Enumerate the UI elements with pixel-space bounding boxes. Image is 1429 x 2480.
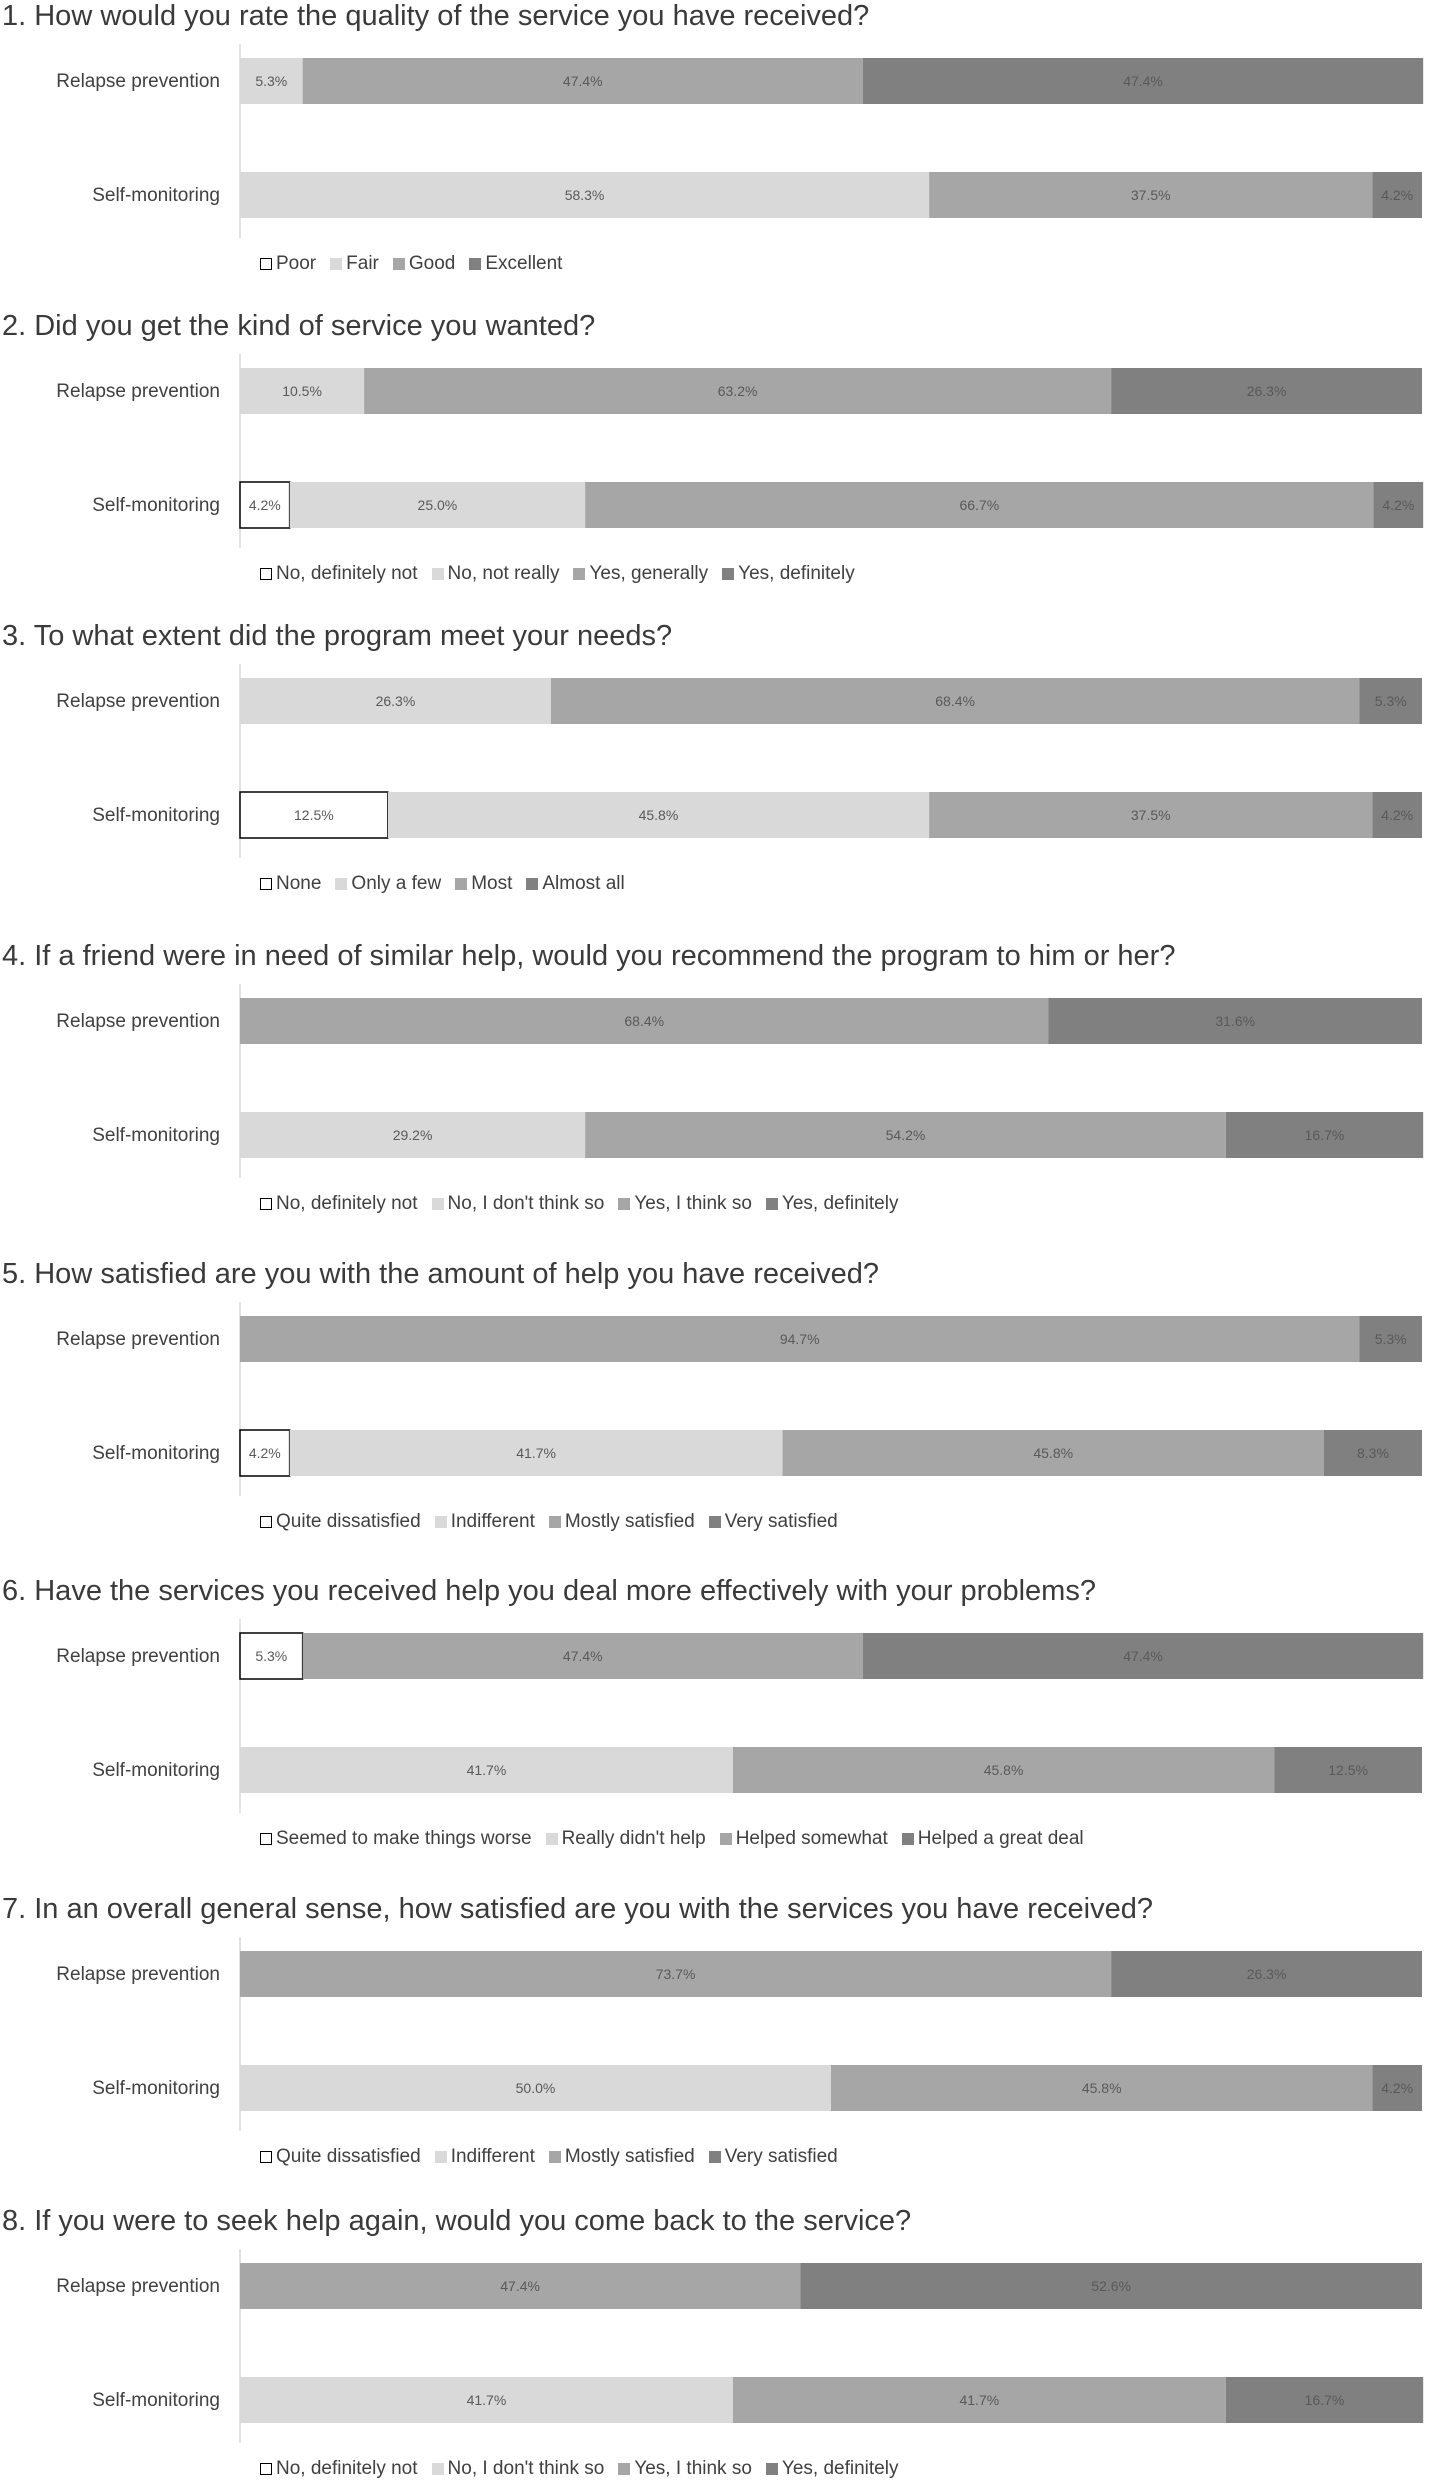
legend-item <box>709 2146 838 2168</box>
legend-label: Only a few <box>351 873 442 894</box>
legend-label: Almost all <box>542 873 625 894</box>
legend-swatch <box>722 568 734 580</box>
data-label: 29.2% <box>392 1127 433 1143</box>
legend-swatch <box>766 1198 778 1210</box>
chart-panel-2 <box>0 310 1429 585</box>
data-label: 5.3% <box>255 73 288 89</box>
legend-swatch <box>432 2463 444 2475</box>
chart-panel-1 <box>0 0 1429 275</box>
legend-item <box>549 2146 695 2168</box>
legend-item <box>432 2458 605 2480</box>
legend <box>260 563 855 585</box>
legend-swatch <box>260 1516 272 1528</box>
legend-item <box>335 873 441 895</box>
legend-swatch <box>335 878 347 890</box>
legend-item <box>435 2146 535 2168</box>
question-title: 4. If a friend were in need of similar help, would you recommend the program to him or her? <box>2 940 1176 972</box>
data-label: 4.2% <box>1381 807 1414 823</box>
legend-label: Indifferent <box>450 1511 535 1532</box>
data-label: 26.3% <box>1246 1966 1287 1982</box>
data-label: 52.6% <box>1091 2278 1131 2294</box>
data-label: 94.7% <box>779 1331 820 1347</box>
legend-item <box>260 563 418 585</box>
legend-label: Excellent <box>485 253 563 274</box>
legend-label: No, I don't think so <box>447 2458 605 2479</box>
legend-item <box>432 563 560 585</box>
legend-swatch <box>260 568 272 580</box>
legend-swatch <box>260 1198 272 1210</box>
question-title: 7. In an overall general sense, how satisfied are you with the services you have received? <box>2 1893 1153 1925</box>
stacked-bar-chart <box>0 1575 1429 1825</box>
category-label: Relapse prevention <box>56 2276 220 2297</box>
legend-swatch <box>549 2151 561 2163</box>
legend-item <box>260 873 321 895</box>
data-label: 4.2% <box>1381 187 1414 203</box>
question-title: 2. Did you get the kind of service you wanted? <box>2 310 596 342</box>
legend-swatch <box>573 568 585 580</box>
legend <box>260 253 562 275</box>
legend-swatch <box>618 1198 630 1210</box>
legend-label: None <box>276 873 322 894</box>
data-label: 47.4% <box>562 73 603 89</box>
legend-label: Yes, I think so <box>634 1193 752 1214</box>
legend-label: Seemed to make things worse <box>276 1828 532 1849</box>
stacked-bar-chart <box>0 310 1429 560</box>
data-label: 26.3% <box>1246 383 1287 399</box>
data-label: 50.0% <box>515 2080 556 2096</box>
legend-label: Yes, definitely <box>781 1193 899 1214</box>
data-label: 41.7% <box>466 2392 507 2408</box>
category-label: Self-monitoring <box>92 2078 220 2099</box>
legend-label: Most <box>471 873 513 894</box>
legend-swatch <box>709 1516 721 1528</box>
legend-item <box>330 253 379 275</box>
category-label: Relapse prevention <box>56 381 220 402</box>
data-label: 4.2% <box>1381 2080 1414 2096</box>
legend-label: Poor <box>276 253 317 274</box>
data-label: 10.5% <box>282 383 322 399</box>
data-label: 63.2% <box>717 383 758 399</box>
data-label: 45.8% <box>638 807 679 823</box>
legend-swatch <box>435 1516 447 1528</box>
data-label: 47.4% <box>1123 1648 1163 1664</box>
legend-item <box>546 1828 706 1850</box>
legend-label: Yes, definitely <box>738 563 855 584</box>
legend-swatch <box>549 1516 561 1528</box>
category-label: Self-monitoring <box>92 185 220 206</box>
legend-label: Helped somewhat <box>735 1828 888 1849</box>
legend-item <box>455 873 512 895</box>
question-title: 3. To what extent did the program meet your needs? <box>2 620 673 652</box>
legend-item <box>549 1511 695 1533</box>
legend-label: Mostly satisfied <box>564 1511 695 1532</box>
legend-item <box>573 563 708 585</box>
legend-item <box>618 1193 752 1215</box>
data-label: 41.7% <box>959 2392 1000 2408</box>
legend-swatch <box>902 1833 914 1845</box>
legend-item <box>432 1193 605 1215</box>
category-label: Relapse prevention <box>56 1329 220 1350</box>
legend-swatch <box>526 878 538 890</box>
data-label: 4.2% <box>248 1445 281 1461</box>
legend-item <box>260 1828 532 1850</box>
legend-swatch <box>766 2463 778 2475</box>
data-label: 37.5% <box>1130 187 1171 203</box>
stacked-bar-chart <box>0 1258 1429 1508</box>
legend-swatch <box>435 2151 447 2163</box>
legend-swatch <box>260 258 272 270</box>
category-label: Relapse prevention <box>56 1646 220 1667</box>
legend <box>260 1828 1084 1850</box>
data-label: 54.2% <box>885 1127 926 1143</box>
data-label: 68.4% <box>935 693 975 709</box>
legend-item <box>766 1193 899 1215</box>
legend <box>260 1511 838 1533</box>
legend-swatch <box>455 878 467 890</box>
data-label: 45.8% <box>1033 1445 1074 1461</box>
legend-label: No, definitely not <box>276 1193 418 1214</box>
data-label: 37.5% <box>1130 807 1171 823</box>
chart-panel-3 <box>0 620 1429 895</box>
data-label: 47.4% <box>1123 73 1163 89</box>
legend-swatch <box>432 1198 444 1210</box>
legend <box>260 2146 838 2168</box>
legend-item <box>722 563 855 585</box>
legend-swatch <box>546 1833 558 1845</box>
legend-label: Yes, definitely <box>781 2458 899 2479</box>
legend-swatch <box>260 2463 272 2475</box>
legend-label: No, not really <box>447 563 560 584</box>
data-label: 5.3% <box>1374 693 1407 709</box>
legend-item <box>260 253 316 275</box>
legend-item <box>469 253 562 275</box>
legend-label: Really didn't help <box>561 1828 706 1849</box>
legend-label: Very satisfied <box>724 1511 838 1532</box>
legend-swatch <box>709 2151 721 2163</box>
legend-item <box>260 1511 421 1533</box>
legend-label: Good <box>408 253 456 274</box>
legend-item <box>260 1193 418 1215</box>
stacked-bar-chart <box>0 1893 1429 2143</box>
legend-label: Very satisfied <box>724 2146 838 2167</box>
legend-label: No, definitely not <box>276 2458 418 2479</box>
data-label: 16.7% <box>1304 1127 1345 1143</box>
category-label: Self-monitoring <box>92 495 220 516</box>
data-label: 5.3% <box>255 1648 288 1664</box>
data-label: 41.7% <box>466 1762 507 1778</box>
legend-label: Yes, generally <box>589 563 709 584</box>
data-label: 4.2% <box>248 497 281 513</box>
stacked-bar-chart <box>0 940 1429 1190</box>
legend <box>260 873 625 895</box>
legend-swatch <box>330 258 342 270</box>
legend-item <box>526 873 624 895</box>
question-title: 6. Have the services you received help you deal more effectively with your problems? <box>2 1575 1096 1607</box>
data-label: 47.4% <box>562 1648 603 1664</box>
category-label: Self-monitoring <box>92 1125 220 1146</box>
legend-swatch <box>260 878 272 890</box>
data-label: 45.8% <box>1081 2080 1122 2096</box>
legend-label: Helped a great deal <box>917 1828 1084 1849</box>
data-label: 12.5% <box>1328 1762 1368 1778</box>
legend-item <box>260 2146 421 2168</box>
legend-swatch <box>720 1833 732 1845</box>
chart-panel-5 <box>0 1258 1429 1533</box>
chart-panel-6 <box>0 1575 1429 1850</box>
legend-item <box>720 1828 888 1850</box>
data-label: 68.4% <box>624 1013 665 1029</box>
legend-item <box>260 2458 418 2480</box>
stacked-bar-chart <box>0 620 1429 870</box>
legend-swatch <box>432 568 444 580</box>
data-label: 4.2% <box>1382 497 1415 513</box>
category-label: Relapse prevention <box>56 1964 220 1985</box>
legend-item <box>709 1511 838 1533</box>
legend-item <box>393 253 455 275</box>
data-label: 45.8% <box>983 1762 1024 1778</box>
legend-label: Indifferent <box>450 2146 535 2167</box>
legend-swatch <box>260 1833 272 1845</box>
legend-label: Quite dissatisfied <box>276 1511 421 1532</box>
legend-label: Yes, I think so <box>634 2458 752 2479</box>
category-label: Relapse prevention <box>56 691 220 712</box>
category-label: Self-monitoring <box>92 1443 220 1464</box>
legend-item <box>618 2458 752 2480</box>
legend <box>260 2458 898 2480</box>
chart-panel-8 <box>0 2205 1429 2480</box>
legend-label: Mostly satisfied <box>564 2146 695 2167</box>
question-title: 8. If you were to seek help again, would you come back to the service? <box>2 2205 912 2237</box>
legend-swatch <box>260 2151 272 2163</box>
question-title: 1. How would you rate the quality of the service you have received? <box>2 0 870 32</box>
data-label: 41.7% <box>516 1445 556 1461</box>
question-title: 5. How satisfied are you with the amount of help you have received? <box>2 1258 879 1290</box>
stacked-bar-chart <box>0 0 1429 250</box>
chart-panel-7 <box>0 1893 1429 2168</box>
legend-label: No, definitely not <box>276 563 418 584</box>
legend-label: No, I don't think so <box>447 1193 605 1214</box>
legend-item <box>435 1511 535 1533</box>
data-label: 66.7% <box>959 497 1000 513</box>
legend-swatch <box>618 2463 630 2475</box>
legend-swatch <box>469 258 481 270</box>
category-label: Self-monitoring <box>92 1760 220 1781</box>
data-label: 26.3% <box>375 693 416 709</box>
data-label: 25.0% <box>417 497 458 513</box>
category-label: Relapse prevention <box>56 71 220 92</box>
data-label: 47.4% <box>500 2278 540 2294</box>
legend-item <box>902 1828 1084 1850</box>
data-label: 16.7% <box>1304 2392 1345 2408</box>
legend-swatch <box>393 258 405 270</box>
chart-panel-4 <box>0 940 1429 1215</box>
data-label: 5.3% <box>1374 1331 1407 1347</box>
legend <box>260 1193 898 1215</box>
legend-label: Fair <box>346 253 379 274</box>
data-label: 8.3% <box>1356 1445 1389 1461</box>
data-label: 31.6% <box>1215 1013 1256 1029</box>
stacked-bar-chart <box>0 2205 1429 2455</box>
data-label: 73.7% <box>655 1966 696 1982</box>
category-label: Self-monitoring <box>92 805 220 826</box>
category-label: Self-monitoring <box>92 2390 220 2411</box>
legend-item <box>766 2458 899 2480</box>
data-label: 12.5% <box>294 807 334 823</box>
legend-label: Quite dissatisfied <box>276 2146 421 2167</box>
data-label: 58.3% <box>564 187 605 203</box>
category-label: Relapse prevention <box>56 1011 220 1032</box>
